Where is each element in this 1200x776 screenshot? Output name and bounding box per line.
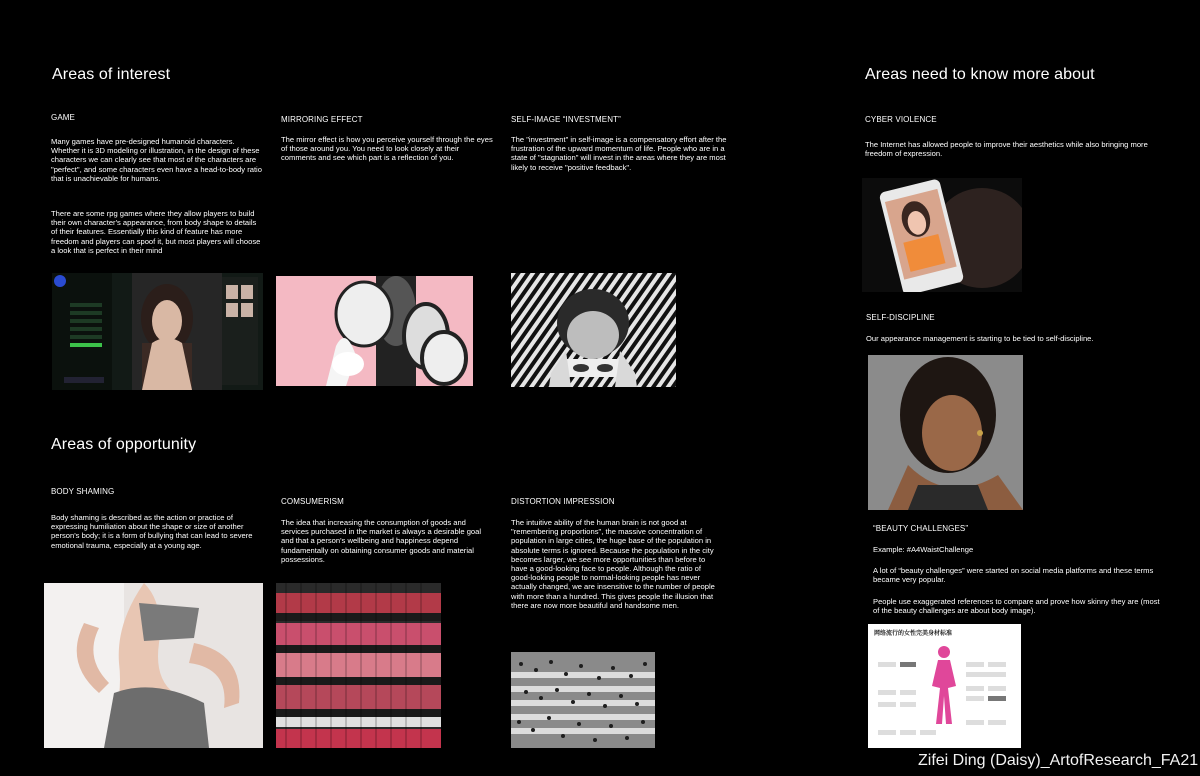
self-image-photo [511,273,676,387]
areas-of-opportunity-title: Areas of opportunity [51,436,197,453]
phone-selfie-illustration [862,178,1022,292]
game-character-image [52,273,263,390]
mirroring-heading: MIRRORING EFFECT [281,115,363,124]
mirror-collage-image [276,276,473,386]
self-discipline-heading: SELF-DISCIPLINE [866,313,935,322]
consumerism-paragraph: The idea that increasing the consumption of goods and services purchased in the market is always a desirable goal and that a person's wellbeing and happiness depend fundamentally on obtaining consumer goods and material possessions. [281,518,482,564]
need-to-know-title: Areas need to know more about [865,66,1095,83]
mirror-illustration [276,276,473,386]
areas-of-interest-title: Areas of interest [52,66,171,83]
game-paragraph-2: There are some rpg games where they allow players to build their own character's appearance, from body shape to details of their features. Essentially this kind of feature has more freedom and players can spoof it, but most players will choose a look that is perfect in their mind [51,209,261,255]
cyber-violence-heading: CYBER VIOLENCE [865,115,937,124]
workout-woman-photo [868,355,1023,510]
distortion-paragraph: The intuitive ability of the human brain is not good at "remembering proportions", the massive concentration of population in large cities, the huge base of the population in absolute terms is ignored. Because the population in the city becomes larger, we see more opportunities than before to have a good-looking face to people. Although the ratio of good-looking people to normal-looking people has never actually changed, we are insensitive to the number of people with more than a hundred. This gives people the illusion that there are now more beautiful and handsome men. [511,518,715,610]
distortion-heading: DISTORTION IMPRESSION [511,497,615,506]
self-image-illustration [511,273,676,387]
infographic-title: 网络流行的女性完美身材标准 [874,631,953,637]
self-discipline-paragraph: Our appearance management is starting to be tied to self-discipline. [866,334,1094,343]
body-shaming-illustration [44,583,263,748]
self-image-heading: SELF-IMAGE “INVESTMENT” [511,115,621,124]
body-shaming-heading: BODY SHAMING [51,487,115,496]
beauty-paragraph-1: A lot of “beauty challenges” were started on social media platforms and these terms became very popular. [873,566,1154,585]
body-shaming-photo [44,583,263,748]
beauty-example: Example: #A4WaistChallenge [873,545,974,554]
self-image-paragraph: The "investment" in self-image is a compensatory effort after the frustration of the upward momentum of life. People who are in a state of "stagnation" will invest in the areas where they are most likely to receive "positive feedback". [511,135,727,172]
crowd-crossing-photo [511,652,655,748]
lipstick-shelf-photo [276,583,441,748]
mirroring-paragraph: The mirror effect is how you perceive yourself through the eyes of those around you. You need to look closely at their comments and see which part is a reflection of you. [281,135,493,163]
footer-credit: Zifei Ding (Daisy)_ArtofResearch_FA21 [918,752,1199,769]
workout-woman-illustration [868,355,1023,510]
infographic-body-figure [868,624,1021,748]
game-paragraph-1: Many games have pre-designed humanoid characters. Whether it is 3D modeling or illustration, in the design of these characters we can clearly see that most of the characters are "perfect", and some characters even have a head-to-body ratio that is unachievable for humans. [51,137,262,183]
body-shaming-paragraph: Body shaming is described as the action or practice of expressing humiliation about the shape or size of another person's body; it is a form of bullying that can lead to severe emotional trauma, especially at a young age. [51,513,253,550]
phone-selfie-photo [862,178,1022,292]
lipstick-shelf-illustration [276,583,441,748]
beauty-standards-infographic [868,624,1021,748]
crowd-crossing-illustration [511,652,655,748]
cyber-violence-paragraph: The Internet has allowed people to improve their aesthetics while also bringing more freedom of expression. [865,140,1148,159]
beauty-challenges-heading: “BEAUTY CHALLENGES” [873,524,969,533]
game-character-illustration [52,273,263,390]
beauty-paragraph-2: People use exaggerated references to compare and prove how skinny they are (most of the beauty challenges are about body image). [873,597,1160,616]
game-heading: GAME [51,113,75,122]
consumerism-heading: COMSUMERISM [281,497,344,506]
